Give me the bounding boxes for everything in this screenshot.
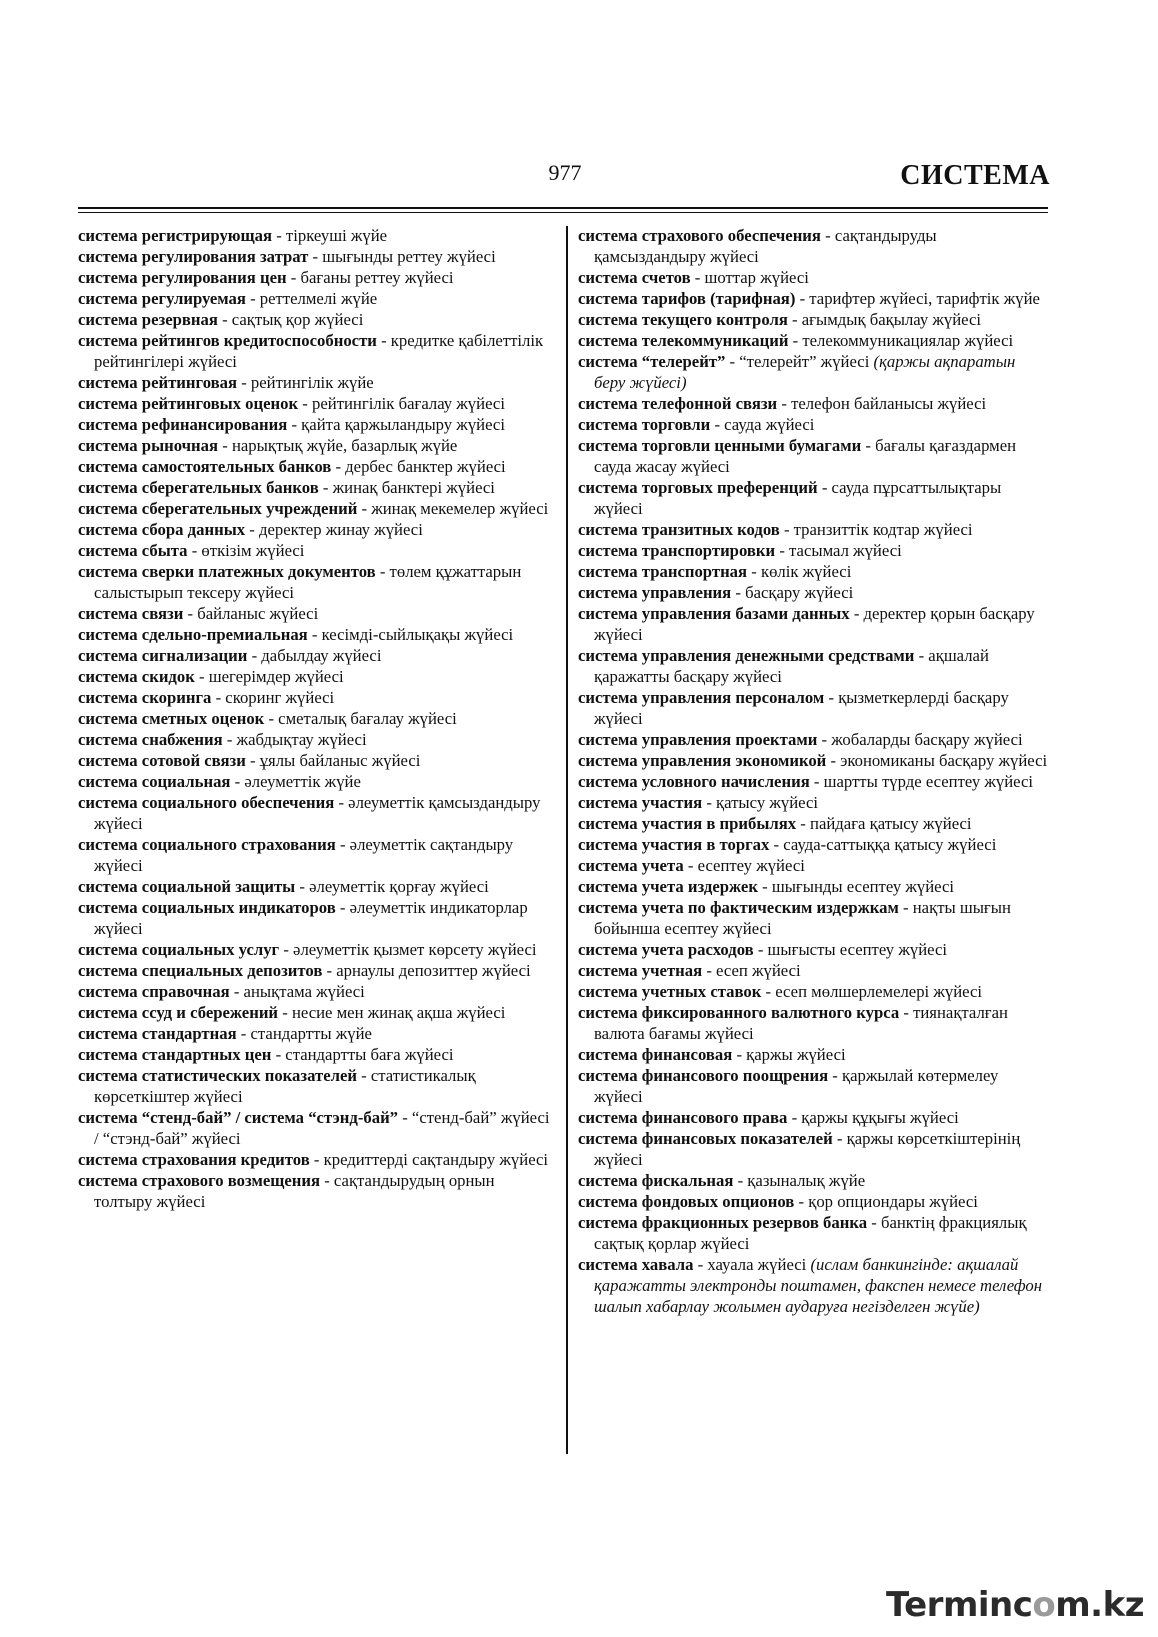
dictionary-entry bbox=[578, 309, 1050, 330]
entry-definition: - төлем құжаттарын салыстырып тексеру жүйесі bbox=[94, 562, 522, 602]
entry-term: система управления базами данных bbox=[578, 604, 850, 623]
dictionary-entry bbox=[578, 1254, 1050, 1317]
entry-term: система участия в торгах bbox=[578, 835, 770, 854]
entry-definition: - рейтингілік жүйе bbox=[237, 373, 374, 392]
entry-definition: - сауда жүйесі bbox=[710, 415, 815, 434]
entry-definition: - арнаулы депозиттер жүйесі bbox=[322, 961, 531, 980]
dictionary-entry bbox=[578, 960, 1050, 981]
entry-term: система справочная bbox=[78, 982, 230, 1001]
dictionary-entry bbox=[78, 330, 556, 372]
entry-definition: - анықтама жүйесі bbox=[229, 982, 365, 1001]
entry-term: система скоринга bbox=[78, 688, 212, 707]
entry-term: система социальная bbox=[78, 772, 231, 791]
entry-definition: - тарифтер жүйесі, тарифтік жүйе bbox=[795, 289, 1040, 308]
entry-definition: - телекоммуникациялар жүйесі bbox=[788, 331, 1014, 350]
entry-definition: - жинақ мекемелер жүйесі bbox=[357, 499, 549, 518]
dictionary-entry bbox=[78, 897, 556, 939]
entry-definition: - әлеуметтік қамсыздандыру жүйесі bbox=[94, 793, 541, 833]
entry-definition: - “телерейт” жүйесі bbox=[725, 352, 874, 371]
dictionary-entry bbox=[578, 267, 1050, 288]
entry-term: система торговли bbox=[578, 415, 711, 434]
entry-definition: - қатысу жүйесі bbox=[702, 793, 819, 812]
entry-term: система регулируемая bbox=[78, 289, 246, 308]
dictionary-entry bbox=[78, 708, 556, 729]
entry-definition: - дербес банктер жүйесі bbox=[331, 457, 506, 476]
entry-term: система страхования кредитов bbox=[78, 1150, 310, 1169]
entry-definition: - ұялы байланыс жүйесі bbox=[245, 751, 421, 770]
entry-term: система сигнализации bbox=[78, 646, 248, 665]
dictionary-entry bbox=[78, 603, 556, 624]
entry-definition: - өткізім жүйесі bbox=[187, 541, 305, 560]
entry-note: (ислам банкингінде: ақшалай қаражатты электронды поштамен, факспен немесе телефон шалып хабарлау жолымен аударуға негізделген жүйе) bbox=[594, 1255, 1042, 1316]
entry-term: система участия в прибылях bbox=[578, 814, 797, 833]
header-rule-thick bbox=[78, 207, 1048, 209]
dictionary-entry bbox=[78, 960, 556, 981]
entry-definition: - бағалы қағаздармен сауда жасау жүйесі bbox=[594, 436, 1017, 476]
dictionary-entry bbox=[78, 834, 556, 876]
entry-term: система тарифов (тарифная) bbox=[578, 289, 796, 308]
page-number: 977 bbox=[548, 160, 582, 185]
entry-definition: - нарықтық жүйе, базарлық жүйе bbox=[218, 436, 458, 455]
dictionary-entry bbox=[78, 477, 556, 498]
entry-definition: - ағымдық бақылау жүйесі bbox=[787, 310, 982, 329]
dictionary-entry bbox=[578, 813, 1050, 834]
entry-definition: - несие мен жинақ ақша жүйесі bbox=[278, 1003, 506, 1022]
entry-term: система социальной защиты bbox=[78, 877, 296, 896]
entry-term: система рейтингов кредитоспособности bbox=[78, 331, 377, 350]
entry-definition: - шығынды реттеу жүйесі bbox=[308, 247, 496, 266]
watermark-text-prefix: Termin bbox=[885, 1585, 1013, 1625]
entry-definition: - кесімді-сыйлықақы жүйесі bbox=[307, 625, 514, 644]
entry-term: система рейтинговая bbox=[78, 373, 238, 392]
entry-definition: - көлік жүйесі bbox=[747, 562, 852, 581]
entry-definition: - рейтингілік бағалау жүйесі bbox=[298, 394, 505, 413]
entry-term: система рефинансирования bbox=[78, 415, 288, 434]
dictionary-entry bbox=[78, 519, 556, 540]
entry-definition: - банктің фракциялық сақтық қорлар жүйесі bbox=[594, 1213, 1027, 1253]
entry-note: (қаржы ақпаратын беру жүйесі) bbox=[594, 352, 1016, 392]
entry-term: система страхового обеспечения bbox=[578, 226, 821, 245]
dictionary-entry bbox=[578, 519, 1050, 540]
entry-definition: - әлеуметтік жүйе bbox=[230, 772, 361, 791]
entry-definition: - қаржылай көтермелеу жүйесі bbox=[594, 1066, 999, 1106]
dictionary-entry bbox=[578, 435, 1050, 477]
entry-term: система страхового возмещения bbox=[78, 1171, 321, 1190]
entry-definition: - бағаны реттеу жүйесі bbox=[286, 268, 454, 287]
dictionary-entry bbox=[578, 750, 1050, 771]
entry-term: система социального страхования bbox=[78, 835, 336, 854]
entry-term: система учетных ставок bbox=[578, 982, 762, 1001]
dictionary-entry bbox=[78, 1107, 556, 1149]
entry-definition: - сақтандырудың орнын толтыру жүйесі bbox=[94, 1171, 495, 1211]
entry-term: система транспортировки bbox=[578, 541, 776, 560]
entry-term: система сберегательных банков bbox=[78, 478, 319, 497]
entry-term: система торговли ценными бумагами bbox=[578, 436, 862, 455]
entry-term: система сбыта bbox=[78, 541, 188, 560]
dictionary-entry bbox=[78, 267, 556, 288]
entry-definition: - тіркеуші жүйе bbox=[272, 226, 388, 245]
entry-term: система специальных депозитов bbox=[78, 961, 323, 980]
dictionary-entry bbox=[578, 687, 1050, 729]
dictionary-entry bbox=[578, 561, 1050, 582]
dictionary-entry bbox=[578, 1170, 1050, 1191]
entry-term: система финансового поощрения bbox=[578, 1066, 829, 1085]
entry-definition: - скоринг жүйесі bbox=[211, 688, 335, 707]
right-column bbox=[578, 225, 1050, 1317]
entry-term: система сдельно-премиальная bbox=[78, 625, 308, 644]
entry-term: система социальных услуг bbox=[78, 940, 280, 959]
dictionary-entry bbox=[78, 1170, 556, 1212]
entry-term: система хавала bbox=[578, 1255, 694, 1274]
entry-term: система условного начисления bbox=[578, 772, 810, 791]
dictionary-entry bbox=[78, 792, 556, 834]
dictionary-entry bbox=[78, 729, 556, 750]
entry-definition: - әлеуметтік индикаторлар жүйесі bbox=[94, 898, 528, 938]
entry-definition: - тасымал жүйесі bbox=[775, 541, 902, 560]
dictionary-entry bbox=[78, 456, 556, 477]
dictionary-entry bbox=[578, 1065, 1050, 1107]
entry-term: система сбора данных bbox=[78, 520, 246, 539]
entry-term: система торговых преференций bbox=[578, 478, 818, 497]
dictionary-entry bbox=[78, 1065, 556, 1107]
left-column bbox=[78, 225, 556, 1212]
dictionary-entry bbox=[78, 750, 556, 771]
dictionary-entry bbox=[78, 498, 556, 519]
entry-term: система стандартных цен bbox=[78, 1045, 272, 1064]
entry-definition: - шығынды есептеу жүйесі bbox=[757, 877, 954, 896]
entry-definition: - статистикалық көрсеткіштер жүйесі bbox=[94, 1066, 476, 1106]
dictionary-entry bbox=[578, 288, 1050, 309]
dictionary-entry bbox=[578, 330, 1050, 351]
entry-definition: - жобаларды басқару жүйесі bbox=[817, 730, 1023, 749]
dictionary-entry bbox=[578, 351, 1050, 393]
watermark-text-suffix: m.kz bbox=[1055, 1585, 1144, 1625]
entry-definition: - телефон байланысы жүйесі bbox=[777, 394, 987, 413]
entry-definition: - қаржы құқығы жүйесі bbox=[787, 1108, 959, 1127]
entry-term: система сотовой связи bbox=[78, 751, 246, 770]
entry-definition: - қазыналық жүйе bbox=[733, 1171, 866, 1190]
dictionary-entry bbox=[78, 1002, 556, 1023]
entry-definition: - сақтық қор жүйесі bbox=[217, 310, 364, 329]
dictionary-entry bbox=[78, 1149, 556, 1170]
entry-term: система рыночная bbox=[78, 436, 219, 455]
entry-term: система связи bbox=[78, 604, 184, 623]
entry-definition: - кредиттерді сақтандыру жүйесі bbox=[309, 1150, 549, 1169]
dictionary-entry bbox=[578, 771, 1050, 792]
entry-definition: - қор опциондары жүйесі bbox=[794, 1192, 978, 1211]
entry-definition: - басқару жүйесі bbox=[731, 583, 854, 602]
entry-definition: - шартты түрде есептеу жүйесі bbox=[809, 772, 1034, 791]
entry-term: система финансового права bbox=[578, 1108, 788, 1127]
dictionary-entry bbox=[578, 603, 1050, 645]
entry-term: система стандартная bbox=[78, 1024, 237, 1043]
dictionary-entry bbox=[78, 246, 556, 267]
dictionary-entry bbox=[78, 540, 556, 561]
dictionary-entry bbox=[578, 645, 1050, 687]
entry-term: система социальных индикаторов bbox=[78, 898, 336, 917]
entry-term: система телекоммуникаций bbox=[578, 331, 789, 350]
entry-definition: - әлеуметтік сақтандыру жүйесі bbox=[94, 835, 514, 875]
entry-definition: - жабдықтау жүйесі bbox=[222, 730, 367, 749]
dictionary-entry bbox=[78, 666, 556, 687]
dictionary-entry bbox=[578, 393, 1050, 414]
entry-definition: - стандартты баға жүйесі bbox=[271, 1045, 454, 1064]
dictionary-entry bbox=[578, 540, 1050, 561]
entry-term: система сберегательных учреждений bbox=[78, 499, 358, 518]
dictionary-entry bbox=[578, 792, 1050, 813]
dictionary-entry bbox=[78, 624, 556, 645]
entry-term: система резервная bbox=[78, 310, 218, 329]
watermark-text-c: c bbox=[1012, 1585, 1033, 1625]
entry-definition: - әлеуметтік қызмет көрсету жүйесі bbox=[279, 940, 537, 959]
header-rule-thin bbox=[78, 212, 1048, 213]
entry-definition: - есеп мөлшерлемелері жүйесі bbox=[761, 982, 983, 1001]
dictionary-entry bbox=[578, 1191, 1050, 1212]
entry-definition: - сауда-саттыққа қатысу жүйесі bbox=[769, 835, 997, 854]
dictionary-entry bbox=[578, 1128, 1050, 1170]
dictionary-entry bbox=[578, 477, 1050, 519]
entry-term: система учета по фактическим издержкам bbox=[578, 898, 899, 917]
entry-definition: - байланыс жүйесі bbox=[183, 604, 319, 623]
entry-definition: - қайта қаржыландыру жүйесі bbox=[287, 415, 505, 434]
dictionary-entry bbox=[78, 645, 556, 666]
dictionary-entry bbox=[78, 1044, 556, 1065]
entry-term: система фискальная bbox=[578, 1171, 734, 1190]
entry-definition: - реттелмелі жүйе bbox=[245, 289, 378, 308]
entry-definition: - шығысты есептеу жүйесі bbox=[753, 940, 947, 959]
entry-definition: - шоттар жүйесі bbox=[690, 268, 809, 287]
entry-term: система финансовых показателей bbox=[578, 1129, 833, 1148]
entry-definition: - пайдаға қатысу жүйесі bbox=[796, 814, 972, 833]
dictionary-entry bbox=[578, 1044, 1050, 1065]
entry-term: система “телерейт” bbox=[578, 352, 726, 371]
entry-term: система снабжения bbox=[78, 730, 223, 749]
dictionary-entry bbox=[78, 939, 556, 960]
entry-term: система регистрирующая bbox=[78, 226, 273, 245]
dictionary-entry bbox=[78, 309, 556, 330]
entry-definition: - деректер қорын басқару жүйесі bbox=[594, 604, 1035, 644]
dictionary-entry bbox=[78, 687, 556, 708]
entry-term: система рейтинговых оценок bbox=[78, 394, 299, 413]
entry-term: система сметных оценок bbox=[78, 709, 265, 728]
entry-term: система учета bbox=[578, 856, 684, 875]
entry-term: система участия bbox=[578, 793, 703, 812]
dictionary-entry bbox=[578, 939, 1050, 960]
dictionary-entry bbox=[78, 393, 556, 414]
dictionary-entry bbox=[578, 414, 1050, 435]
entry-term: система транспортная bbox=[578, 562, 748, 581]
dictionary-entry bbox=[78, 372, 556, 393]
entry-term: система управления персоналом bbox=[578, 688, 825, 707]
entry-term: система учета издержек bbox=[578, 877, 758, 896]
entry-definition: - ақшалай қаражатты басқару жүйесі bbox=[594, 646, 989, 686]
dictionary-entry bbox=[78, 561, 556, 603]
entry-term: система телефонной связи bbox=[578, 394, 778, 413]
dictionary-entry bbox=[78, 1023, 556, 1044]
entry-term: система фондовых опционов bbox=[578, 1192, 795, 1211]
entry-definition: - сметалық бағалау жүйесі bbox=[264, 709, 457, 728]
dictionary-entry bbox=[578, 1002, 1050, 1044]
entry-term: система управления экономикой bbox=[578, 751, 827, 770]
dictionary-entry bbox=[578, 834, 1050, 855]
entry-definition: - шегерімдер жүйесі bbox=[194, 667, 344, 686]
dictionary-entry bbox=[78, 981, 556, 1002]
entry-definition: - сауда пұрсаттылықтары жүйесі bbox=[594, 478, 1002, 518]
dictionary-entry bbox=[578, 981, 1050, 1002]
dictionary-entry bbox=[578, 225, 1050, 267]
watermark-logo bbox=[886, 1585, 1144, 1625]
dictionary-entry bbox=[78, 435, 556, 456]
dictionary-entry bbox=[78, 414, 556, 435]
dictionary-entry bbox=[578, 729, 1050, 750]
dictionary-entry bbox=[78, 225, 556, 246]
entry-term: система регулирования затрат bbox=[78, 247, 309, 266]
entry-term: система текущего контроля bbox=[578, 310, 788, 329]
entry-term: система скидок bbox=[78, 667, 195, 686]
entry-definition: - қызметкерлерді басқару жүйесі bbox=[594, 688, 1009, 728]
entry-term: система социального обеспечения bbox=[78, 793, 335, 812]
entry-term: система учетная bbox=[578, 961, 703, 980]
entry-definition: - қаржы көрсеткіштерінің жүйесі bbox=[594, 1129, 1021, 1169]
dictionary-entry bbox=[78, 771, 556, 792]
entry-term: система регулирования цен bbox=[78, 268, 287, 287]
entry-definition: - нақты шығын бойынша есептеу жүйесі bbox=[594, 898, 1011, 938]
entry-term: система ссуд и сбережений bbox=[78, 1003, 279, 1022]
entry-term: система учета расходов bbox=[578, 940, 754, 959]
dictionary-entry bbox=[578, 582, 1050, 603]
entry-definition: - сақтандыруды қамсыздандыру жүйесі bbox=[594, 226, 937, 266]
entry-term: система самостоятельных банков bbox=[78, 457, 332, 476]
dictionary-entry bbox=[78, 876, 556, 897]
entry-definition: - деректер жинау жүйесі bbox=[245, 520, 423, 539]
dictionary-entry bbox=[578, 897, 1050, 939]
entry-definition: - “стенд-бай” жүйесі / “стэнд-бай” жүйесі bbox=[94, 1108, 550, 1148]
dictionary-entry bbox=[78, 288, 556, 309]
entry-definition: - стандартты жүйе bbox=[236, 1024, 372, 1043]
dictionary-entry bbox=[578, 876, 1050, 897]
entry-term: система финансовая bbox=[578, 1045, 733, 1064]
entry-term: система статистических показателей bbox=[78, 1066, 357, 1085]
entry-definition: - әлеуметтік қорғау жүйесі bbox=[295, 877, 489, 896]
entry-definition: - жинақ банктері жүйесі bbox=[318, 478, 495, 497]
entry-definition: - хауала жүйесі bbox=[693, 1255, 811, 1274]
entry-term: система управления bbox=[578, 583, 732, 602]
entry-term: система транзитных кодов bbox=[578, 520, 780, 539]
entry-term: система фракционных резервов банка bbox=[578, 1213, 868, 1232]
entry-term: система счетов bbox=[578, 268, 691, 287]
running-head: СИСТЕМА bbox=[900, 160, 1050, 191]
entry-definition: - кредитке қабілеттілік рейтингілері жүйесі bbox=[94, 331, 544, 371]
entry-definition: - қаржы жүйесі bbox=[732, 1045, 846, 1064]
entry-term: система управления проектами bbox=[578, 730, 818, 749]
entry-definition: - есеп жүйесі bbox=[702, 961, 801, 980]
entry-definition: - транзиттік кодтар жүйесі bbox=[779, 520, 973, 539]
dictionary-entry bbox=[578, 1212, 1050, 1254]
column-divider bbox=[566, 226, 568, 1454]
entry-term: система управления денежными средствами bbox=[578, 646, 915, 665]
entry-definition: - тиянақталған валюта бағамы жүйесі bbox=[594, 1003, 1008, 1043]
entry-term: система сверки платежных документов bbox=[78, 562, 376, 581]
dictionary-entry bbox=[578, 1107, 1050, 1128]
entry-term: система “стенд-бай” / система “стэнд-бай” bbox=[78, 1108, 399, 1127]
entry-definition: - есептеу жүйесі bbox=[683, 856, 805, 875]
entry-definition: - дабылдау жүйесі bbox=[247, 646, 382, 665]
entry-definition: - экономиканы басқару жүйесі bbox=[826, 751, 1048, 770]
entry-term: система фиксированного валютного курса bbox=[578, 1003, 900, 1022]
dictionary-entry bbox=[578, 855, 1050, 876]
watermark-text-o: o bbox=[1032, 1585, 1056, 1625]
